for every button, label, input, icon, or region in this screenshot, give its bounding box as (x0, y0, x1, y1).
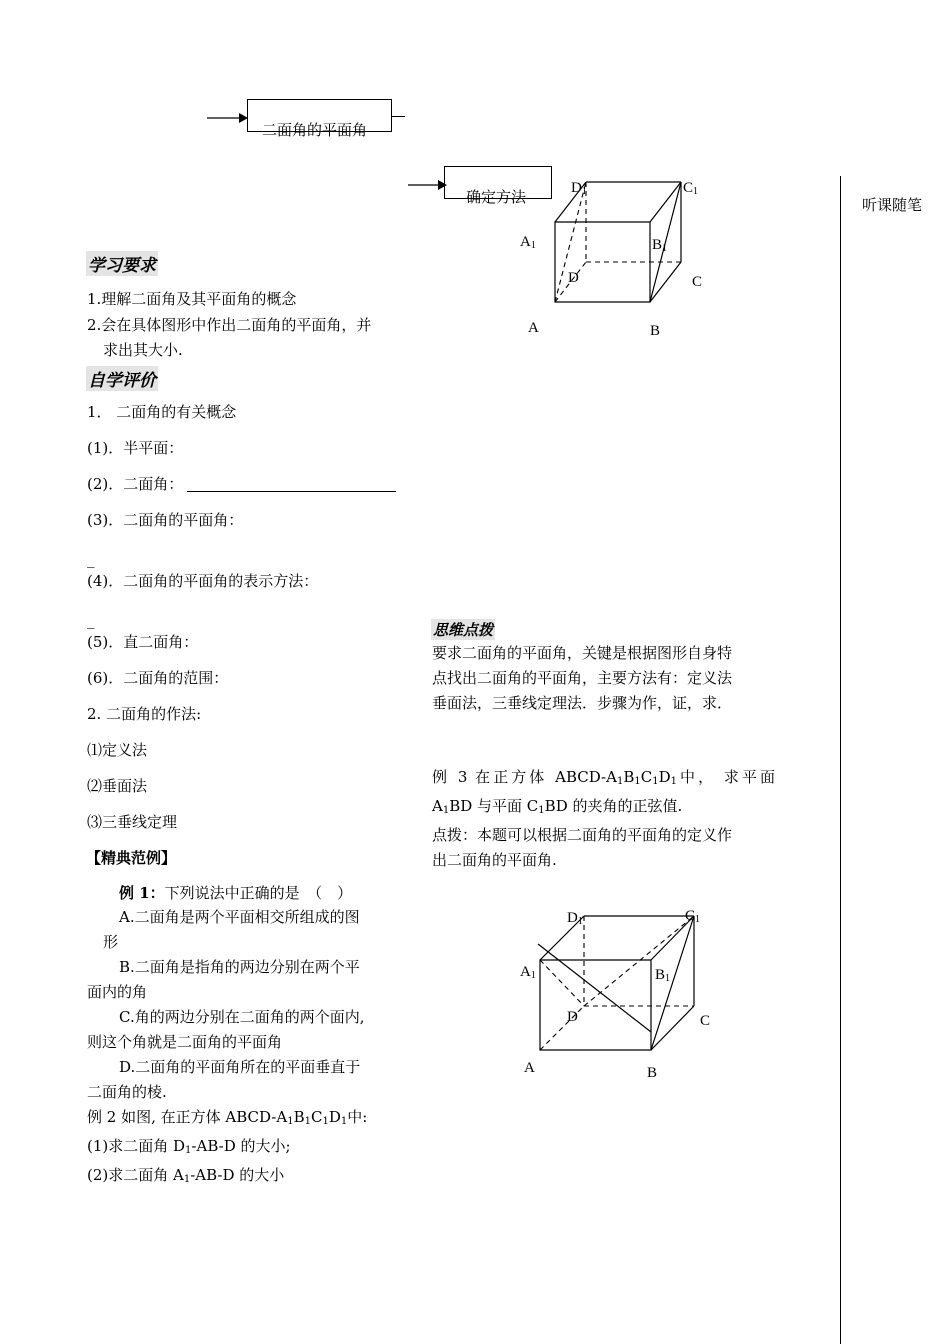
flow-arrow-2 (408, 177, 448, 196)
self-eval-item: _ (87, 550, 95, 568)
example2: 例 2 如图, 在正方体 ABCD-$A_1B_1C_1D_1$中: (1)求二面角 $D_1-AB-D$ 的大小; (2)求二面角 $A_1-AB-D$ 的大小 (87, 1108, 368, 1185)
self-eval-item: (2)．二面角： (87, 475, 184, 493)
self-eval-item: _ (87, 611, 95, 629)
self-eval-item: ⑶三垂线定理 (87, 813, 178, 831)
cube1-label-D: D (568, 270, 579, 286)
self-eval-item: ⑵垂面法 (87, 777, 148, 795)
study-req-heading: 学习要求 (86, 251, 158, 276)
margin-divider (840, 176, 841, 1344)
cube2-label-A: A (524, 1060, 535, 1076)
self-eval-item: 2. 二面角的作法: (87, 705, 202, 723)
example1-options: A.二面角是两个平面相交所组成的图 形 B.二面角是指角的两边分别在两个平 面内的角 C.角的两边分别在二面角的两个面内, 则这个角就是二面角的平面角 D.二面角的平面角所在的平面垂直于 二面角的棱. (87, 908, 365, 1101)
examples-heading: 【精典范例】 (86, 849, 177, 867)
self-eval-item: (4)．二面角的平面角的表示方法： (87, 572, 319, 590)
study-req-item-1: 1.理解二面角及其平面角的概念 (87, 290, 297, 308)
cube1-label-D1: D1 (571, 180, 587, 197)
cube2-label-C1: C1 (685, 908, 701, 925)
arrow-right-icon (408, 178, 448, 192)
cube2-label-A1: A1 (520, 964, 536, 981)
side-note: 听课随笔 (862, 196, 923, 214)
self-eval-item: (5)．直二面角： (87, 633, 199, 651)
cube-figure-2 (510, 900, 740, 1080)
self-eval-item: 1． 二面角的有关概念 (87, 403, 237, 421)
cube2-label-D: D (567, 1009, 578, 1025)
thinking-heading: 思维点拨 (433, 621, 494, 639)
self-eval-item: (1)．半平面： (87, 439, 184, 457)
flow-box-method-label: 确定方法 (466, 188, 527, 206)
cube1-label-C: C (692, 274, 703, 290)
arrow-right-icon (207, 111, 249, 125)
cube-figure-1 (510, 170, 740, 345)
example1-question: 例 1：下列说法中正确的是 （ ） (119, 884, 353, 902)
cube1-label-B: B (650, 323, 661, 339)
self-eval-heading: 自学评价 (86, 366, 158, 391)
cube1-label-C1: C1 (683, 180, 699, 197)
study-req-item-2: 2.会在具体图形中作出二面角的平面角，并 (87, 316, 372, 334)
flow-arrow-1 (207, 110, 249, 129)
cube2-label-C: C (700, 1013, 711, 1029)
flow-box-plane-angle-label: 二面角的平面角 (262, 121, 368, 139)
cube1-label-B1: B1 (652, 237, 668, 254)
cube1-label-A1: A1 (520, 234, 536, 251)
cube1-label-A: A (528, 320, 539, 336)
example3: 例 3 在正方体 ABCD-$A_1B_1C_1D_1$中， 求平面 $A_1BD$ 与平面 $C_1BD$ 的夹角的正弦值. 点拨：本题可以根据二面角的平面角的定义作 出二面角的平面角. (432, 768, 775, 869)
cube2-label-D1: D1 (567, 910, 583, 927)
self-eval-item: (3)．二面角的平面角： (87, 511, 244, 529)
thinking-body: 要求二面角的平面角，关键是根据图形自身特 点找出二面角的平面角，主要方法有：定义法 垂面法，三垂线定理法．步骤为作，证，求． (432, 644, 733, 712)
self-eval-item: ⑴定义法 (87, 741, 148, 759)
flow-line-tail (391, 116, 405, 117)
cube2-label-B: B (647, 1065, 658, 1080)
study-req-item-2-cont: 求出其大小. (103, 341, 183, 359)
cube2-label-B1: B1 (655, 967, 671, 984)
blank-line (187, 491, 396, 492)
self-eval-item: (6)．二面角的范围： (87, 669, 229, 687)
